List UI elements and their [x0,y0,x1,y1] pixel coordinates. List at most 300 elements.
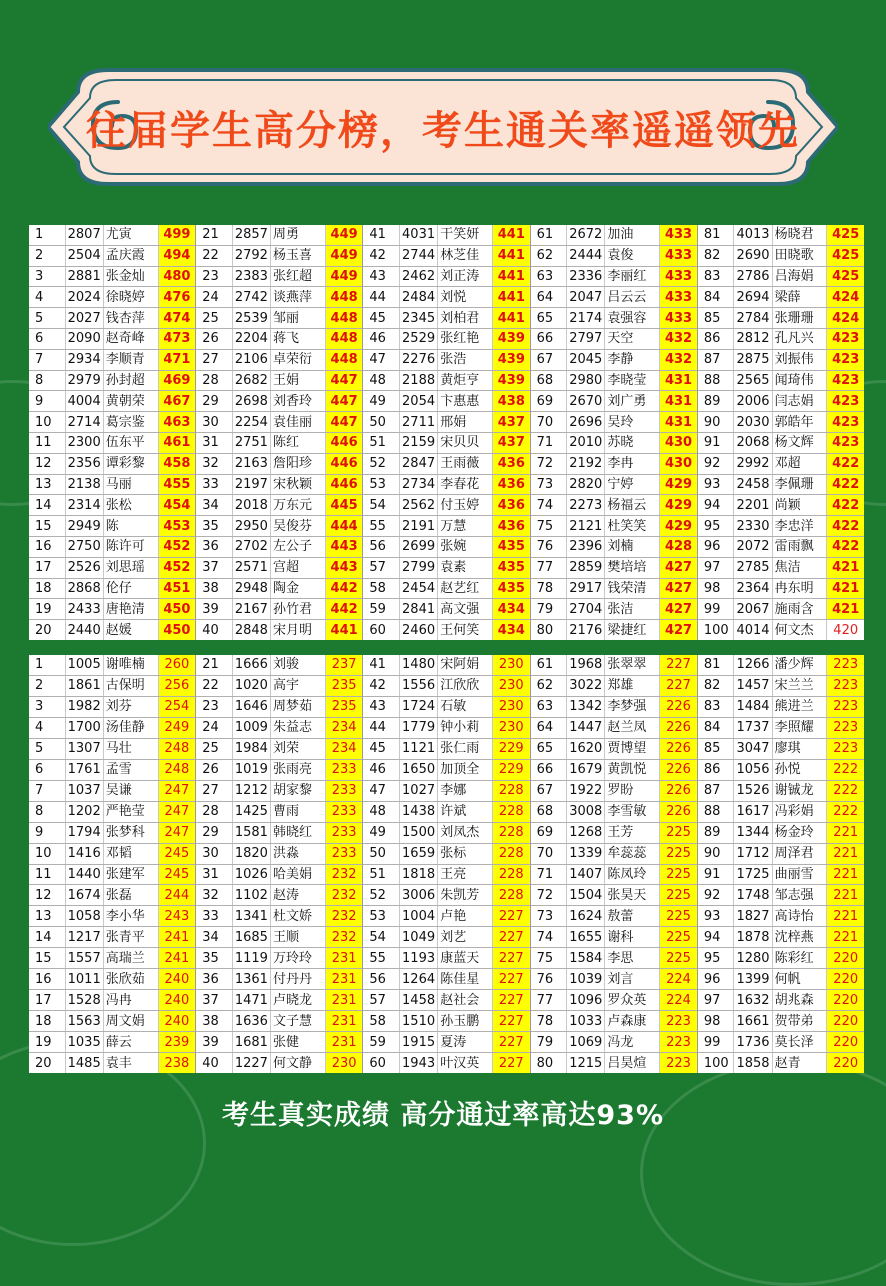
score-cell: 435 [493,537,530,557]
student-id-cell: 1484 [734,697,772,717]
student-id-cell: 2024 [66,287,104,307]
rank-cell: 66 [531,329,568,349]
table-row [531,495,697,516]
student-name-cell: 黄朝荣 [104,391,159,411]
student-id-cell: 2868 [66,579,104,599]
score-cell: 227 [660,655,697,675]
table-row [531,865,697,886]
table-row [29,391,195,412]
score-cell: 451 [159,579,196,599]
student-name-cell: 万玲玲 [271,948,326,968]
table-row [531,697,697,718]
table-row [196,350,362,371]
student-name-cell: 高瑞兰 [104,948,159,968]
student-id-cell: 2784 [734,308,772,328]
rank-cell: 15 [29,516,66,536]
student-name-cell: 伍东平 [104,433,159,453]
rank-cell: 71 [531,433,568,453]
rank-cell: 53 [363,906,400,926]
score-column [29,225,196,640]
table-row [196,781,362,802]
student-name-cell: 邢娟 [438,412,493,432]
rank-cell: 61 [531,655,568,675]
table-row [698,906,864,927]
score-cell: 233 [326,844,363,864]
table-row [698,781,864,802]
table-row [531,655,697,676]
score-cell: 436 [493,475,530,495]
score-cell: 427 [660,599,697,619]
score-cell: 227 [493,969,530,989]
student-name-cell: 邓韬 [104,844,159,864]
rank-cell: 84 [698,287,735,307]
rank-cell: 47 [363,781,400,801]
score-cell: 423 [827,433,864,453]
score-cell: 227 [660,676,697,696]
student-name-cell: 袁丰 [104,1053,159,1073]
table-row [196,287,362,308]
table-row [698,739,864,760]
student-id-cell: 1035 [66,1032,104,1052]
score-cell: 441 [493,246,530,266]
student-name-cell: 赵社会 [438,990,493,1010]
score-cell: 421 [827,579,864,599]
rank-cell: 64 [531,287,568,307]
rank-cell: 81 [698,225,735,245]
score-cell: 447 [326,391,363,411]
rank-cell: 95 [698,948,735,968]
student-id-cell: 1968 [567,655,605,675]
table-row [531,885,697,906]
rank-cell: 37 [196,990,233,1010]
student-name-cell: 王亮 [438,865,493,885]
table-row [196,454,362,475]
student-name-cell: 李佩珊 [773,475,828,495]
score-cell: 221 [827,927,864,947]
student-name-cell: 张珊珊 [773,308,828,328]
rank-cell: 71 [531,865,568,885]
student-id-cell: 2204 [233,329,271,349]
rank-cell: 40 [196,620,233,640]
table-row [531,267,697,288]
student-name-cell: 刘正涛 [438,267,493,287]
student-name-cell: 文子慧 [271,1011,326,1031]
score-cell: 227 [493,1032,530,1052]
student-id-cell: 1268 [567,823,605,843]
table-row [363,948,529,969]
table-row [531,350,697,371]
student-name-cell: 张松 [104,495,159,515]
student-id-cell: 1485 [66,1053,104,1073]
rank-cell: 73 [531,475,568,495]
student-name-cell: 吴玲 [605,412,660,432]
table-row [531,1053,697,1073]
score-cell: 432 [660,350,697,370]
student-name-cell: 焦洁 [773,558,828,578]
student-name-cell: 康蓝天 [438,948,493,968]
student-name-cell: 苏晓 [605,433,660,453]
table-row [531,329,697,350]
score-cell: 224 [660,990,697,1010]
student-id-cell: 2980 [567,371,605,391]
student-id-cell: 2254 [233,412,271,432]
table-row [698,350,864,371]
table-row [531,676,697,697]
table-row [698,246,864,267]
rank-cell: 65 [531,739,568,759]
score-cell: 461 [159,433,196,453]
score-cell: 499 [159,225,196,245]
student-name-cell: 廖琪 [773,739,828,759]
student-name-cell: 江欣欣 [438,676,493,696]
rank-cell: 94 [698,927,735,947]
student-name-cell: 张青平 [104,927,159,947]
table-row [698,865,864,886]
score-column [363,655,530,1073]
student-id-cell: 2314 [66,495,104,515]
student-id-cell: 1617 [734,802,772,822]
student-id-cell: 1011 [66,969,104,989]
student-name-cell: 吴俊芬 [271,516,326,536]
student-name-cell: 徐晓婷 [104,287,159,307]
rank-cell: 93 [698,475,735,495]
student-id-cell: 4031 [400,225,438,245]
table-row [531,558,697,579]
table-row [196,676,362,697]
student-name-cell: 刘思瑶 [104,558,159,578]
score-cell: 223 [827,655,864,675]
rank-cell: 45 [363,739,400,759]
student-id-cell: 1685 [233,927,271,947]
table-row [196,865,362,886]
student-id-cell: 1457 [734,676,772,696]
score-cell: 237 [326,655,363,675]
rank-cell: 30 [196,412,233,432]
table-row [698,823,864,844]
student-id-cell: 1407 [567,865,605,885]
score-cell: 222 [827,781,864,801]
table-row [531,760,697,781]
rank-cell: 52 [363,454,400,474]
student-name-cell: 吕云云 [605,287,660,307]
student-id-cell: 2979 [66,371,104,391]
table-row [29,475,195,496]
table-row [363,371,529,392]
score-cell: 227 [493,948,530,968]
table-row [29,990,195,1011]
score-cell: 225 [660,927,697,947]
table-row [698,1032,864,1053]
student-id-cell: 2300 [66,433,104,453]
student-name-cell: 赵涛 [271,885,326,905]
student-name-cell: 赵艺红 [438,579,493,599]
rank-cell: 98 [698,579,735,599]
rank-cell: 14 [29,495,66,515]
table-row [29,537,195,558]
table-row [531,620,697,640]
score-cell: 225 [660,823,697,843]
student-id-cell: 2336 [567,267,605,287]
score-cell: 429 [660,516,697,536]
student-name-cell: 刘悦 [438,287,493,307]
rank-cell: 28 [196,802,233,822]
table-row [196,391,362,412]
student-id-cell: 1005 [66,655,104,675]
score-cell: 447 [326,371,363,391]
score-cell: 442 [326,599,363,619]
score-cell: 256 [159,676,196,696]
table-row [196,823,362,844]
student-id-cell: 1425 [233,802,271,822]
score-cell: 425 [827,246,864,266]
student-name-cell: 卞惠惠 [438,391,493,411]
rank-cell: 43 [363,267,400,287]
student-id-cell: 1724 [400,697,438,717]
student-name-cell: 李顺青 [104,350,159,370]
student-id-cell: 1712 [734,844,772,864]
student-name-cell: 严艳莹 [104,802,159,822]
score-cell: 241 [159,927,196,947]
score-cell: 427 [660,579,697,599]
student-id-cell: 1922 [567,781,605,801]
score-cell: 221 [827,823,864,843]
score-cell: 441 [493,225,530,245]
rank-cell: 17 [29,990,66,1010]
table-row [698,620,864,640]
student-name-cell: 孔凡兴 [773,329,828,349]
rank-cell: 57 [363,990,400,1010]
table-row [531,781,697,802]
score-cell: 446 [326,433,363,453]
score-cell: 445 [326,495,363,515]
score-cell: 433 [660,267,697,287]
student-id-cell: 2562 [400,495,438,515]
student-id-cell: 2433 [66,599,104,619]
rank-cell: 38 [196,579,233,599]
score-cell: 422 [827,454,864,474]
rank-cell: 92 [698,885,735,905]
student-id-cell: 2875 [734,350,772,370]
table-row [698,516,864,537]
table-row [531,990,697,1011]
student-name-cell: 李春花 [438,475,493,495]
score-cell: 220 [827,969,864,989]
table-row [29,246,195,267]
score-cell: 230 [493,697,530,717]
table-row [698,802,864,823]
student-name-cell: 刘言 [605,969,660,989]
table-row [29,739,195,760]
score-cell: 223 [827,697,864,717]
rank-cell: 100 [698,620,735,640]
rank-cell: 17 [29,558,66,578]
table-row [698,1011,864,1032]
student-name-cell: 孙竹君 [271,599,326,619]
student-name-cell: 马丽 [104,475,159,495]
table-row [363,739,529,760]
student-name-cell: 赵兰凤 [605,718,660,738]
score-cell: 238 [159,1053,196,1073]
student-id-cell: 1339 [567,844,605,864]
table-row [196,267,362,288]
rank-cell: 46 [363,329,400,349]
table-row [196,1053,362,1073]
table-row [531,1011,697,1032]
score-cell: 423 [827,371,864,391]
score-cell: 443 [326,537,363,557]
score-cell: 231 [326,1011,363,1031]
table-row [531,579,697,600]
rank-cell: 32 [196,885,233,905]
table-row [698,537,864,558]
rank-cell: 87 [698,350,735,370]
score-cell: 450 [159,599,196,619]
rank-cell: 88 [698,371,735,391]
table-row [29,454,195,475]
score-cell: 452 [159,558,196,578]
score-cell: 220 [827,990,864,1010]
rank-cell: 60 [363,1053,400,1073]
table-row [363,433,529,454]
table-row [29,620,195,640]
student-name-cell: 谈燕萍 [271,287,326,307]
student-id-cell: 1037 [66,781,104,801]
table-row [698,927,864,948]
student-name-cell: 石敏 [438,697,493,717]
student-id-cell: 1510 [400,1011,438,1031]
student-id-cell: 1557 [66,948,104,968]
score-cell: 437 [493,433,530,453]
table-row [196,329,362,350]
student-id-cell: 2711 [400,412,438,432]
rank-cell: 14 [29,927,66,947]
student-id-cell: 2072 [734,537,772,557]
table-row [363,267,529,288]
student-name-cell: 古保明 [104,676,159,696]
student-name-cell: 王娟 [271,371,326,391]
score-cell: 424 [827,308,864,328]
student-id-cell: 1943 [400,1053,438,1073]
rank-cell: 75 [531,948,568,968]
score-cell: 452 [159,537,196,557]
table-row [363,1032,529,1053]
score-cell: 228 [493,802,530,822]
student-name-cell: 加油 [605,225,660,245]
rank-cell: 36 [196,537,233,557]
student-name-cell: 赵奇峰 [104,329,159,349]
student-id-cell: 2192 [567,454,605,474]
student-id-cell: 2188 [400,371,438,391]
student-name-cell: 刘骏 [271,655,326,675]
score-cell: 230 [493,718,530,738]
score-cell: 421 [827,558,864,578]
student-name-cell: 邹志强 [773,885,828,905]
table-row [698,844,864,865]
rank-cell: 54 [363,495,400,515]
rank-cell: 77 [531,990,568,1010]
student-id-cell: 2018 [233,495,271,515]
student-name-cell: 谢科 [605,927,660,947]
student-id-cell: 2670 [567,391,605,411]
student-id-cell: 2163 [233,454,271,474]
table-row [29,225,195,246]
footer-slogan: 考生真实成绩 高分通过率高达93% [221,1100,665,1131]
score-cell: 450 [159,620,196,640]
student-id-cell: 2197 [233,475,271,495]
table-row [29,844,195,865]
student-name-cell: 朱益志 [271,718,326,738]
student-id-cell: 2462 [400,267,438,287]
rank-cell: 30 [196,844,233,864]
table-row [363,537,529,558]
student-name-cell: 刘广勇 [605,391,660,411]
rank-cell: 19 [29,599,66,619]
score-cell: 458 [159,454,196,474]
table-row [531,969,697,990]
student-name-cell: 李丽红 [605,267,660,287]
score-cell: 223 [827,676,864,696]
rank-cell: 5 [29,308,66,328]
rank-cell: 25 [196,739,233,759]
rank-cell: 96 [698,969,735,989]
rank-cell: 51 [363,865,400,885]
score-cell: 226 [660,760,697,780]
student-name-cell: 刘香玲 [271,391,326,411]
student-name-cell: 王何笑 [438,620,493,640]
student-id-cell: 2785 [734,558,772,578]
table-row [29,516,195,537]
table-row [29,371,195,392]
rank-cell: 12 [29,454,66,474]
score-cell: 222 [827,802,864,822]
rank-cell: 27 [196,350,233,370]
student-id-cell: 1581 [233,823,271,843]
student-id-cell: 2106 [233,350,271,370]
student-id-cell: 2847 [400,454,438,474]
rank-cell: 10 [29,844,66,864]
student-name-cell: 刘楠 [605,537,660,557]
rank-cell: 97 [698,558,735,578]
rank-cell: 45 [363,308,400,328]
student-name-cell: 赵媛 [104,620,159,640]
rank-cell: 22 [196,676,233,696]
student-name-cell: 李小华 [104,906,159,926]
student-name-cell: 周梦茹 [271,697,326,717]
score-cell: 447 [326,412,363,432]
score-cell: 220 [827,1032,864,1052]
score-cell: 260 [159,655,196,675]
rank-cell: 49 [363,391,400,411]
student-name-cell: 罗盼 [605,781,660,801]
student-id-cell: 2047 [567,287,605,307]
student-name-cell: 钟小莉 [438,718,493,738]
table-row [698,225,864,246]
rank-cell: 63 [531,697,568,717]
rank-cell: 34 [196,495,233,515]
score-cell: 241 [159,948,196,968]
score-cell: 240 [159,990,196,1010]
student-id-cell: 1480 [400,655,438,675]
rank-cell: 95 [698,516,735,536]
rank-cell: 91 [698,433,735,453]
score-cell: 223 [660,1053,697,1073]
rank-cell: 21 [196,225,233,245]
student-id-cell: 1700 [66,718,104,738]
rank-cell: 23 [196,697,233,717]
table-row [29,781,195,802]
student-name-cell: 杨玉喜 [271,246,326,266]
student-name-cell: 唐艳清 [104,599,159,619]
